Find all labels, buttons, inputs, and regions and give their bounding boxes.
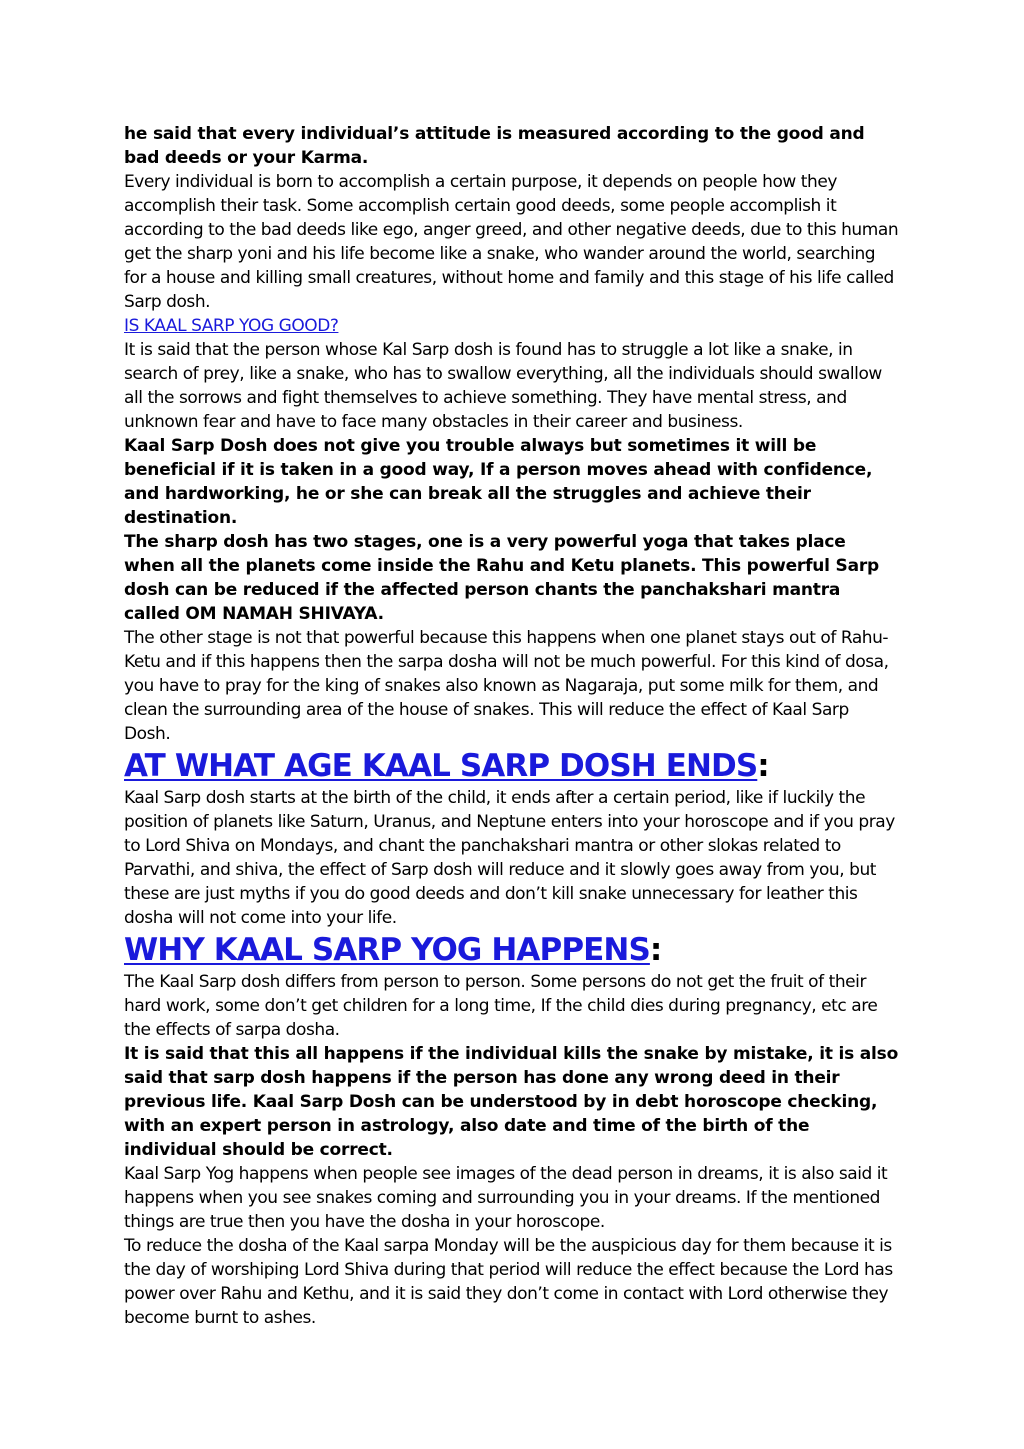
paragraph-monday-remedy: To reduce the dosha of the Kaal sarpa Monday will be the auspicious day for them because it is the day of worshiping Lord Shiva during that period will reduce the effect because the Lord has power over Rahu and Kethu, and it is said they don’t come in contact with Lord otherwise they become burnt to ashes. (124, 1236, 893, 1328)
link-is-kaal-sarp-yog-good[interactable]: IS KAAL SARP YOG GOOD? (124, 316, 339, 336)
heading-colon: : (757, 748, 769, 784)
paragraph-dreams: Kaal Sarp Yog happens when people see images of the dead person in dreams, it is also said it happens when you see snakes coming and surrounding you in your dreams. If the mentioned things are true then you have the dosha in your horoscope. (124, 1164, 888, 1232)
paragraph-two-stages: The sharp dosh has two stages, one is a very powerful yoga that takes place when all the planets come inside the Rahu and Ketu planets. This powerful Sarp dosh can be reduced if the affected person chants the panchakshari mantra called OM NAMAH SHIVAYA. (124, 532, 879, 624)
paragraph-dosh-ends: Kaal Sarp dosh starts at the birth of the child, it ends after a certain period, like if luckily the position of planets like Saturn, Uranus, and Neptune enters into your horoscope and if you pray to Lord Shiva on Mondays, and chant the panchakshari mantra or other slokas related to Parvathi, and shiva, the effect of Sarp dosh will reduce and it slowly goes away from you, but these are just myths if you do good deeds and don’t kill snake unnecessary for leather this dosha will not come into your life. (124, 788, 895, 928)
paragraph-differs: The Kaal Sarp dosh differs from person to person. Some persons do not get the fruit of their hard work, some don’t get children for a long time, If the child dies during pregnancy, etc are the effects of sarpa dosha. (124, 972, 878, 1040)
paragraph-kills-snake: It is said that this all happens if the individual kills the snake by mistake, it is also said that sarp dosh happens if the person has done any wrong deed in their previous life. Kaal Sarp Dosh can be understood by in debt horoscope checking, with an expert person in astrology, also date and time of the birth of the individual should be correct. (124, 1044, 899, 1160)
document-body (124, 122, 900, 1330)
paragraph-struggle: It is said that the person whose Kal Sarp dosh is found has to struggle a lot like a snake, in search of prey, like a snake, who has to swallow everything, all the individuals should swallow all the sorrows and fight themselves to achieve something. They have mental stress, and unknown fear and have to face many obstacles in their career and business. (124, 340, 882, 432)
paragraph-other-stage: The other stage is not that powerful because this happens when one planet stays out of Rahu-Ketu and if this happens then the sarpa dosha will not be much powerful. For this kind of dosa, you have to pray for the king of snakes also known as Nagaraja, put some milk for them, and clean the surrounding area of the house of snakes. This will reduce the effect of Kaal Sarp Dosh. (124, 628, 889, 744)
paragraph-purpose: Every individual is born to accomplish a certain purpose, it depends on people how they accomplish their task. Some accomplish certain good deeds, some people accomplish it according to the bad deeds like ego, anger greed, and other negative deeds, due to this human get the sharp yoni and his life become like a snake, who wander around the world, searching for a house and killing small creatures, without home and family and this stage of his life called Sarp dosh. (124, 172, 899, 312)
heading-at-what-age (124, 746, 900, 786)
heading-link-at-what-age[interactable]: AT WHAT AGE KAAL SARP DOSH ENDS (124, 748, 758, 784)
heading-why-happens (124, 930, 900, 970)
paragraph-karma-intro: he said that every individual’s attitude is measured according to the good and bad deeds or your Karma. (124, 124, 865, 168)
heading-colon: : (649, 932, 662, 968)
paragraph-beneficial: Kaal Sarp Dosh does not give you trouble always but sometimes it will be beneficial if it is taken in a good way, If a person moves ahead with confidence, and hardworking, he or she can break all the struggles and achieve their destination. (124, 436, 873, 528)
heading-link-why-happens[interactable]: WHY KAAL SARP YOG HAPPENS (124, 932, 650, 968)
